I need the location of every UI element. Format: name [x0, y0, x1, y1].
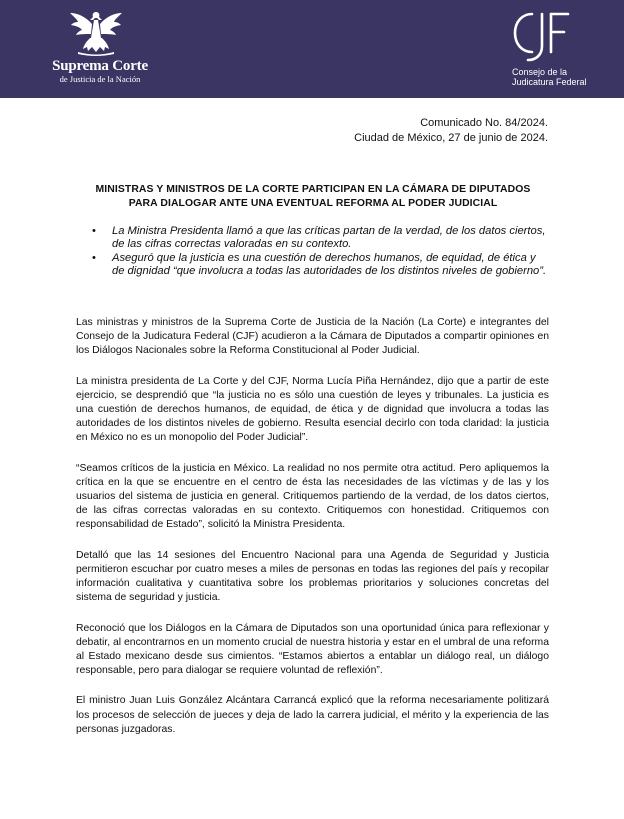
paragraph: El ministro Juan Luis González Alcántara Carrancá explicó que la reforma necesariamente politizará los procesos de selección de jueces y deja de lado la carrera judicial, el mérito y la experiencia de las personas juzgadoras. [76, 695, 549, 735]
bullet-marker: • [92, 225, 96, 237]
place-date: Ciudad de México, 27 de junio de 2024. [354, 132, 548, 144]
cjf-monogram-icon [508, 6, 576, 66]
paragraph: Las ministras y ministros de la Suprema Corte de Justicia de la Nación (La Corte) e integrantes del Consejo de la Judicatura Federal (CJF) acudieron a la Cámara de Diputados a compartir opiniones en los Diálogos Nacionales sobre la Reforma Constitucional al Poder Judicial. [76, 317, 549, 357]
letterhead-banner [0, 0, 624, 98]
communique-meta [354, 116, 548, 146]
bullet-text: La Ministra Presidenta llamó a que las críticas partan de la verdad, de los datos ciertos, de las cifras correctas valoradas en su contexto. [112, 225, 546, 251]
summary-bullets [92, 225, 548, 279]
scjn-logo [44, 8, 154, 92]
paragraph: “Seamos críticos de la justicia en México. La realidad no nos permite otra actitud. Pero apliquemos la crítica en la que se encuentre en el centro de ésta las necesidades de las víctimas y de las y los usuarios del sistema de justicia en general. Critiquemos partiendo de la verdad, de los datos ciertos, de las cifras correctas valoradas en su contexto. Critiquemos con honestidad. Critiquemos con responsabilidad de Estado”, solicitó la Ministra Presidenta. [76, 462, 549, 531]
page-title: MINISTRAS Y MINISTROS DE LA CORTE PARTICIPAN EN LA CÁMARA DE DIPUTADOS PARA DIALOGAR ANTE UNA EVENTUAL REFORMA AL PODER JUDICIAL [95, 184, 531, 209]
cjf-name-line1: Consejo de la [512, 67, 568, 77]
paragraph: Detalló que las 14 sesiones del Encuentro Nacional para una Agenda de Seguridad y Justicia permitieron escuchar por cuatro meses a miles de personas en todas las regiones del país y recopilar información cualitativa y cuantitativa sobre los problemas prioritarios y soluciones concretas del sistema de seguridad y justicia. [76, 549, 549, 603]
paragraph: La ministra presidenta de La Corte y del CJF, Norma Lucía Piña Hernández, dijo que a partir de este ejercicio, se desprendió que “la justicia no es sólo una cuestión de leyes y tribunales. La justicia es una cuestión de derechos humanos, de equidad, de ética y de dignidad que involucra a todas las autoridades de los distintos niveles de gobierno. Resulta esencial decirlo con toda claridad: la justicia en México no es un monopolio del Poder Judicial”. [76, 375, 549, 444]
paragraph: Reconoció que los Diálogos en la Cámara de Diputados son una oportunidad única para reflexionar y debatir, al encontrarnos en un momento crucial de nuestra historia y estar en el umbral de una reforma al Estado mexicano desde sus cimientos. “Estamos abiertos a entablar un diálogo real, un diálogo responsable, pero para dialogar se requiere voluntad de reflexión”. [76, 622, 549, 676]
bullet-text: Aseguró que la justicia es una cuestión de derechos humanos, de equidad, de ética y de dignidad “que involucra a todas las autoridades de los distintos niveles de gobierno”. [112, 251, 547, 278]
scjn-subtitle: de Justicia de la Nación [59, 74, 141, 84]
eagle-emblem-icon [68, 8, 124, 58]
bullet-marker: • [92, 251, 96, 264]
list-item [92, 252, 548, 279]
scjn-name: Suprema Corte [52, 58, 148, 74]
article-body [76, 316, 549, 753]
communique-number: Comunicado No. 84/2024. [420, 117, 548, 129]
cjf-logo [500, 6, 610, 94]
list-item [92, 225, 548, 252]
cjf-name-line2: Judicatura Federal [512, 77, 587, 87]
cjf-name [512, 67, 587, 87]
